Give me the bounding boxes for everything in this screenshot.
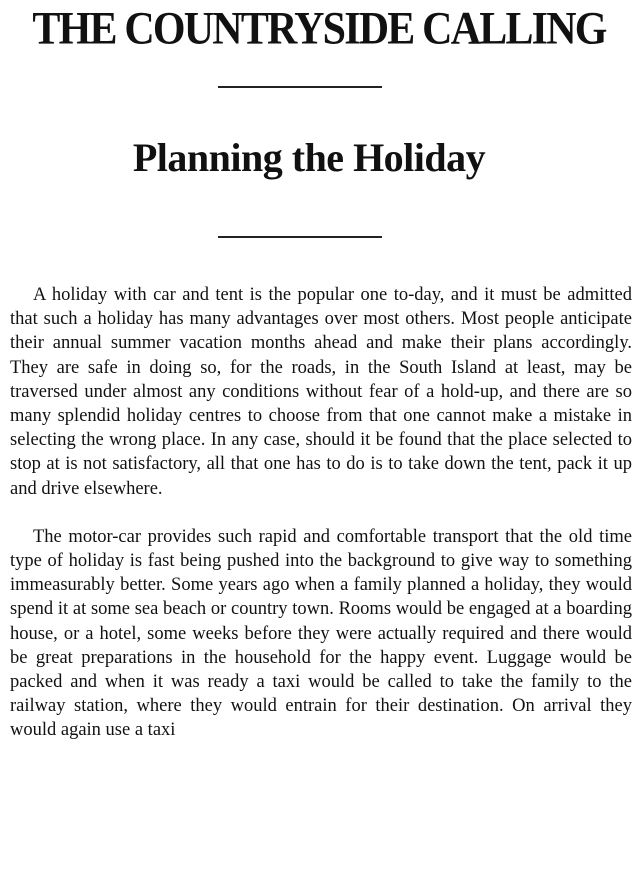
page-title: THE COUNTRYSIDE CALLING: [32, 3, 606, 55]
article-paragraph-2: The motor-car provides such rapid and comfortable transport that the old time type of holiday is fast being pushed into the background to give way to something immeasurably better. Some years ago when a family planned a holiday, they would spend it at some sea beach or country town. Rooms would be engaged at a boarding house, or a hotel, some weeks before they were actually required and there would be great preparations in the household for the happy event. Luggage would be packed and when it was ready a taxi would be called to take the family to the railway station, where they would entrain for their destination. On arrival they would again use a taxi: [10, 526, 632, 741]
article-heading: Planning the Holiday: [132, 135, 486, 180]
heading-divider: [218, 236, 382, 238]
article-paragraph-1: A holiday with car and tent is the popular one to-day, and it must be admitted that such a holiday has many advantages over most others. Most people anticipate their annual summer vacation months ahead and make their plans accordingly. They are safe in doing so, for the roads, in the South Island at least, may be traversed under almost any conditions without fear of a hold-up, and there are so many splendid holiday centres to choose from that one cannot make a mistake in selecting the wrong place. In any case, should it be found that the place selected to stop at is not satisfactory, all that one has to do is to take down the tent, pack it up and drive elsewhere.: [10, 285, 632, 499]
title-divider: [218, 86, 382, 88]
article-body: [10, 283, 632, 743]
